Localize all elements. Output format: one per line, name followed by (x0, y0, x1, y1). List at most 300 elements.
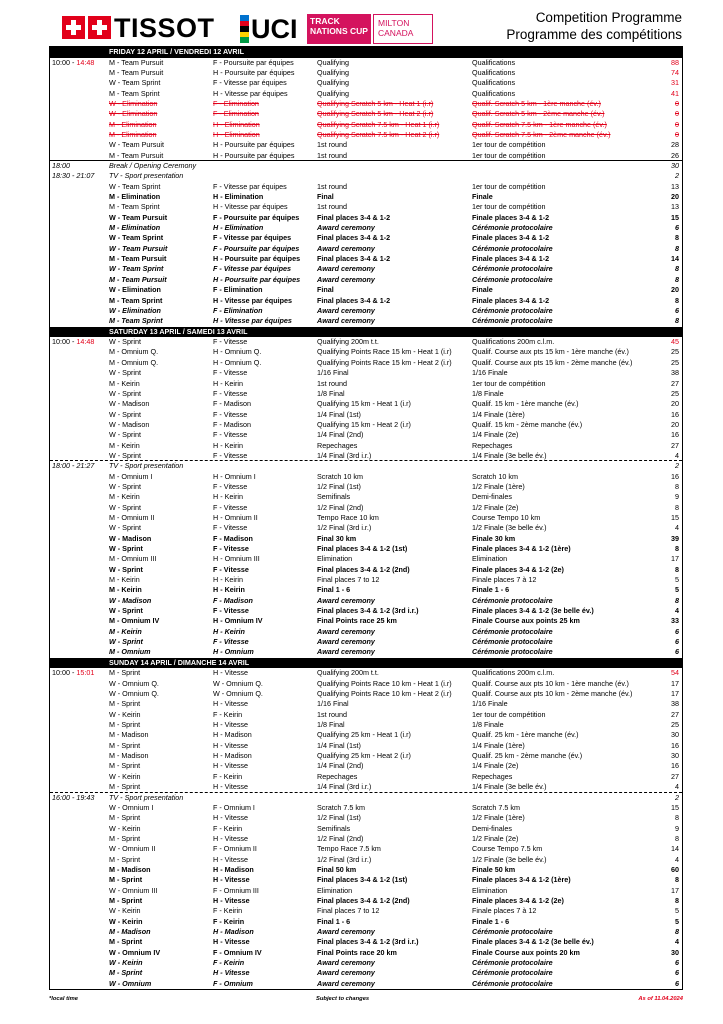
event-name-fr: F - Poursuite par équipes (213, 212, 300, 222)
round-fr: Qualifications 200m c.l.m. (472, 668, 555, 678)
event-name-fr: W - Omnium Q. (213, 678, 263, 688)
round-fr: Scratch 10 km (472, 471, 518, 481)
event-name: W - Sprint (109, 502, 141, 512)
round-en: Elimination (317, 554, 353, 564)
event-name: W - Keirin (109, 916, 143, 926)
round-fr: 1/4 Finale (3e belle év.) (472, 450, 547, 460)
event-name: W - Omnium III (109, 885, 158, 895)
event-name-fr: F - Elimination (213, 285, 263, 295)
event-name-fr: F - Omnium III (213, 885, 259, 895)
programme-row (50, 710, 682, 720)
duration: 6 (675, 958, 679, 967)
round-fr: Cérémonie protocolaire (472, 958, 553, 967)
round-en: Final places 3-4 & 1-2 (317, 212, 391, 222)
event-name-fr: W - Omnium Q. (213, 689, 263, 699)
event-name: M - Elimination (109, 130, 157, 139)
round-fr: 1/2 Finale (3e belle év.) (472, 854, 547, 864)
round-en: Qualifying Points Race 10 km - Heat 2 (i.r) (317, 689, 452, 699)
round-fr: Cérémonie protocolaire (472, 264, 553, 274)
programme-row (50, 151, 682, 161)
duration: 13 (671, 202, 679, 212)
event-name: M - Team Pursuit (109, 274, 167, 284)
event-name-fr: F - Keirin (213, 709, 243, 719)
round-en: 1/16 Final (317, 368, 349, 378)
event-name: M - Omnium IV (109, 616, 160, 626)
programme-row (50, 78, 682, 88)
session-time (52, 337, 94, 347)
programme-row (50, 171, 682, 181)
round-fr: 1/4 Finale (1ère) (472, 740, 525, 750)
event-name: M - Team Sprint (109, 202, 160, 212)
duration: 25 (671, 347, 679, 357)
round-fr: Finale places 3-4 & 1-2 (2e) (472, 564, 564, 574)
event-name-fr: H - Omnium (213, 647, 254, 657)
programme-row (50, 979, 682, 989)
duration: 4 (675, 937, 679, 947)
programme-row (50, 316, 682, 326)
event-name: M - Sprint (109, 668, 141, 678)
duration: 15 (671, 802, 679, 812)
session-start: 10:00 - (52, 668, 77, 678)
programme-row (50, 347, 682, 357)
event-name: W - Sprint (109, 430, 141, 440)
programme-row (50, 358, 682, 368)
session-time (52, 171, 94, 181)
event-name-fr: H - Vitesse par équipes (213, 295, 292, 305)
event-name-fr: H - Keirin (213, 626, 245, 636)
round-en: 1st round (317, 181, 347, 191)
programme-row (50, 451, 682, 461)
duration: 14 (671, 254, 679, 264)
round-en: Qualifying Scratch 7.5 km - Heat 2 (i.r) (317, 130, 440, 139)
event-name-fr: H - Vitesse (213, 895, 250, 905)
programme-row (50, 782, 682, 792)
event-name-fr: H - Keirin (213, 440, 243, 450)
event-name: M - Sprint (109, 740, 141, 750)
event-name-fr: F - Poursuite par équipes (213, 243, 300, 253)
event-name-fr: H - Omnium II (213, 512, 258, 522)
duration: 4 (675, 782, 679, 792)
round-en: Repechages (317, 771, 358, 781)
event-name: M - Team Pursuit (109, 57, 164, 67)
event-name: M - Sprint (109, 968, 143, 978)
round-en: Final places 7 to 12 (317, 575, 380, 585)
event-name: M - Sprint (109, 854, 141, 864)
round-en: Qualifying 15 km - Heat 1 (i.r) (317, 399, 411, 409)
event-name: M - Madison (109, 730, 149, 740)
round-en: 1/8 Final (317, 720, 345, 730)
programme-row (50, 886, 682, 896)
event-name: M - Keirin (109, 585, 142, 595)
round-fr: Cérémonie protocolaire (472, 626, 553, 636)
round-en: Final places 3-4 & 1-2 (317, 295, 391, 305)
event-name-fr: H - Vitesse (213, 968, 250, 978)
event-name-fr: F - Keirin (213, 906, 243, 916)
programme-row (50, 534, 682, 544)
round-en: Final places 3-4 & 1-2 (1st) (317, 875, 408, 885)
event-name: W - Sprint (109, 481, 141, 491)
event-name: W - Sprint (109, 368, 141, 378)
programme-row (50, 927, 682, 937)
round-en: 1st round (317, 378, 347, 388)
header (0, 0, 723, 46)
round-fr: Cérémonie protocolaire (472, 595, 553, 605)
event-name-fr: H - Vitesse (213, 740, 249, 750)
event-name-fr: H - Madison (213, 864, 254, 874)
duration: 9 (675, 492, 679, 502)
programme-row (50, 948, 682, 958)
event-name-fr: F - Omnium (213, 978, 253, 988)
programme-row (50, 503, 682, 513)
round-fr: Cérémonie protocolaire (472, 637, 553, 647)
round-fr: Cérémonie protocolaire (472, 243, 553, 253)
programme-row (50, 565, 682, 575)
programme-row (50, 824, 682, 834)
programme-row (50, 544, 682, 554)
event-name-fr: H - Vitesse (213, 782, 249, 792)
event-name: W - Omnium Q. (109, 689, 159, 699)
round-fr: Qualif. 25 km - 2ème manche (év.) (472, 751, 583, 761)
session-time (52, 58, 94, 68)
duration: 4 (675, 450, 679, 460)
round-fr: Finale places 3-4 & 1-2 (472, 233, 550, 243)
programme-row (50, 596, 682, 606)
round-fr: Finale Course aux points 20 km (472, 947, 580, 957)
programme-table (49, 46, 683, 990)
event-name-fr: F - Vitesse (213, 337, 248, 347)
duration: 16 (671, 761, 679, 771)
duration: 30 (671, 161, 679, 171)
round-fr: 1/8 Finale (472, 720, 504, 730)
round-fr: Qualif. Course aux pts 15 km - 1ère manche (év.) (472, 347, 629, 357)
venue-badge (373, 14, 433, 44)
duration: 5 (675, 906, 679, 916)
event-name: M - Sprint (109, 813, 141, 823)
session-time (52, 461, 94, 471)
round-fr: 1er tour de compétition (472, 140, 546, 150)
session-end: 14:48 (76, 57, 95, 67)
event-name: M - Keirin (109, 378, 140, 388)
track-line2: NATIONS CUP (310, 26, 368, 36)
duration: 27 (671, 440, 679, 450)
round-fr: 1/2 Finale (1ère) (472, 813, 525, 823)
event-name-fr: H - Poursuite par équipes (213, 140, 295, 150)
round-en: Award ceremony (317, 647, 375, 657)
event-name-fr: F - Keirin (213, 958, 245, 967)
event-name: M - Omnium Q. (109, 347, 159, 357)
day-title: SATURDAY 13 APRIL / SAMEDI 13 AVRIL (109, 326, 248, 336)
event-name: TV - Sport presentation (109, 461, 184, 471)
duration: 38 (671, 368, 679, 378)
event-name: W - Madison (109, 595, 152, 605)
round-fr: 1er tour de compétition (472, 709, 546, 719)
duration: 4 (675, 854, 679, 864)
event-name: W - Keirin (109, 906, 141, 916)
programme-row (50, 130, 682, 140)
round-fr: Cérémonie protocolaire (472, 305, 553, 315)
duration: 5 (675, 916, 679, 926)
event-name: W - Keirin (109, 823, 141, 833)
round-fr: Course Tempo 10 km (472, 512, 541, 522)
venue-line1: MILTON (378, 18, 410, 28)
duration: 25 (671, 357, 679, 367)
round-fr: Cérémonie protocolaire (472, 223, 553, 233)
event-name-fr: H - Vitesse par équipes (213, 316, 292, 326)
round-fr: Cérémonie protocolaire (472, 647, 553, 657)
round-en: 1/4 Final (3rd i.r.) (317, 450, 372, 460)
session-end: 14:48 (76, 337, 95, 347)
event-name-fr: F - Omnium IV (213, 947, 262, 957)
duration: 8 (675, 274, 679, 284)
programme-row (50, 751, 682, 761)
round-fr: Qualif. Scratch 5 km - 2ème manche (év.) (472, 109, 605, 119)
duration: 20 (671, 285, 679, 295)
round-fr: Qualif. 25 km - 1ère manche (év.) (472, 730, 579, 740)
round-fr: Finale places 7 à 12 (472, 906, 537, 916)
duration: 6 (675, 978, 679, 988)
round-fr: Demi-finales (472, 823, 512, 833)
round-en: 1/2 Final (1st) (317, 813, 361, 823)
round-fr: Cérémonie protocolaire (472, 968, 553, 978)
event-name: TV - Sport presentation (109, 171, 184, 181)
round-fr: Demi-finales (472, 492, 512, 502)
event-name: W - Keirin (109, 958, 143, 967)
round-fr: 1/4 Finale (3e belle év.) (472, 782, 547, 792)
programme-row (50, 264, 682, 274)
round-fr: Qualifications (472, 57, 516, 67)
duration: 8 (675, 926, 679, 936)
duration: 8 (675, 595, 679, 605)
event-name: M - Team Pursuit (109, 150, 164, 160)
event-name: M - Elimination (109, 223, 161, 233)
round-fr: Qualif. Scratch 5 km - 1ère manche (év.) (472, 98, 601, 108)
event-name-fr: F - Elimination (213, 98, 259, 108)
programme-row (50, 679, 682, 689)
session-start: 18:00 - 21:27 (52, 461, 95, 471)
event-name: M - Omnium (109, 647, 151, 657)
event-name: M - Sprint (109, 720, 141, 730)
event-name: W - Sprint (109, 388, 141, 398)
event-name-fr: H - Madison (213, 751, 252, 761)
duration: 4 (675, 606, 679, 616)
programme-row (50, 99, 682, 109)
programme-row (50, 89, 682, 99)
duration: 30 (671, 751, 679, 761)
programme-row (50, 627, 682, 637)
programme-row (50, 647, 682, 657)
round-en: Qualifying (317, 88, 349, 98)
event-name: W - Sprint (109, 450, 141, 460)
programme-row (50, 368, 682, 378)
duration: 54 (671, 668, 679, 678)
round-en: 1/8 Final (317, 388, 345, 398)
uci-text: UCI (251, 14, 298, 44)
programme-row (50, 161, 682, 171)
round-en: Award ceremony (317, 637, 375, 647)
duration: 33 (671, 616, 679, 626)
event-name-fr: H - Elimination (213, 223, 264, 233)
round-fr: 1/2 Finale (2e) (472, 502, 519, 512)
round-en: 1st round (317, 709, 347, 719)
duration: 14 (671, 844, 679, 854)
event-name-fr: F - Vitesse (213, 606, 249, 616)
round-fr: 1/4 Finale (1ère) (472, 409, 525, 419)
programme-row (50, 793, 682, 803)
round-en: Final 1 - 6 (317, 916, 351, 926)
event-name: W - Team Sprint (109, 264, 164, 274)
round-fr: Qualif. Course aux pts 10 km - 2ème manche (év.) (472, 689, 633, 699)
duration: 27 (671, 709, 679, 719)
duration: 28 (671, 140, 679, 150)
duration: 8 (675, 316, 679, 326)
round-en: 1/2 Final (2nd) (317, 502, 364, 512)
event-name: W - Team Sprint (109, 78, 161, 88)
duration: 6 (675, 626, 679, 636)
event-name-fr: H - Poursuite par équipes (213, 150, 295, 160)
programme-row (50, 668, 682, 678)
duration: 0 (675, 98, 679, 108)
event-name-fr: F - Vitesse par équipes (213, 264, 292, 274)
event-name-fr: H - Keirin (213, 378, 243, 388)
round-en: Award ceremony (317, 243, 375, 253)
round-fr: Qualif. Course aux pts 15 km - 2ème manche (év.) (472, 357, 633, 367)
duration: 8 (675, 243, 679, 253)
duration: 8 (675, 813, 679, 823)
programme-row (50, 968, 682, 978)
event-name: W - Sprint (109, 337, 141, 347)
programme-row (50, 492, 682, 502)
event-name-fr: H - Omnium I (213, 471, 256, 481)
event-name: TV - Sport presentation (109, 792, 184, 802)
programme-row (50, 420, 682, 430)
duration: 13 (671, 181, 679, 191)
event-name-fr: H - Poursuite par équipes (213, 274, 301, 284)
round-en: 1/4 Final (2nd) (317, 761, 364, 771)
event-name: M - Madison (109, 926, 151, 936)
page-title-en: Competition Programme (535, 10, 682, 25)
duration: 8 (675, 833, 679, 843)
programme-row (50, 855, 682, 865)
duration: 20 (671, 419, 679, 429)
round-fr: 1/4 Finale (2e) (472, 430, 519, 440)
round-en: Tempo Race 10 km (317, 512, 379, 522)
day-header (50, 658, 682, 669)
event-name-fr: F - Vitesse (213, 564, 249, 574)
round-en: Award ceremony (317, 264, 375, 274)
programme-row (50, 720, 682, 730)
event-name: M - Sprint (109, 895, 143, 905)
programme-row (50, 917, 682, 927)
event-name: M - Sprint (109, 875, 143, 885)
round-fr: 1er tour de compétition (472, 378, 546, 388)
round-en: Final (317, 285, 334, 295)
event-name-fr: F - Poursuite par équipes (213, 57, 294, 67)
round-fr: Finale Course aux points 25 km (472, 616, 580, 626)
round-en: 1/2 Final (3rd i.r.) (317, 523, 372, 533)
programme-row (50, 772, 682, 782)
event-name: M - Sprint (109, 699, 141, 709)
round-en: 1/2 Final (1st) (317, 481, 361, 491)
round-en: Award ceremony (317, 978, 375, 988)
event-name: W - Sprint (109, 523, 141, 533)
round-fr: 1/8 Finale (472, 388, 504, 398)
round-en: Final places 3-4 & 1-2 (3rd i.r.) (317, 937, 419, 947)
event-name-fr: H - Madison (213, 730, 252, 740)
event-name: W - Madison (109, 533, 152, 543)
event-name: M - Team Sprint (109, 295, 163, 305)
event-name-fr: H - Elimination (213, 119, 260, 129)
event-name-fr: H - Vitesse par équipes (213, 202, 288, 212)
event-name-fr: H - Madison (213, 926, 254, 936)
programme-row (50, 285, 682, 295)
round-fr: Finale places 3-4 & 1-2 (1ère) (472, 875, 571, 885)
round-en: 1/4 Final (3rd i.r.) (317, 782, 372, 792)
event-name-fr: F - Madison (213, 399, 251, 409)
event-name: Break / Opening Ceremony (109, 161, 197, 171)
event-name: W - Keirin (109, 709, 141, 719)
event-name: M - Keirin (109, 626, 142, 636)
round-en: Final 30 km (317, 533, 357, 543)
session-time (52, 668, 94, 678)
round-en: Semifinals (317, 492, 351, 502)
programme-row (50, 937, 682, 947)
round-fr: 1/16 Finale (472, 368, 508, 378)
event-name: M - Madison (109, 864, 151, 874)
programme-row (50, 213, 682, 223)
round-en: 1/2 Final (2nd) (317, 833, 364, 843)
duration: 17 (671, 678, 679, 688)
event-name: M - Omnium Q. (109, 357, 159, 367)
round-en: Qualifying 200m t.t. (317, 337, 379, 347)
round-fr: Qualif. Scratch 7.5 km - 2ème manche (év.) (472, 130, 611, 139)
round-en: Tempo Race 7.5 km (317, 844, 381, 854)
duration: 2 (675, 461, 679, 471)
event-name: M - Omnium III (109, 554, 157, 564)
event-name-fr: H - Keirin (213, 585, 245, 595)
event-name-fr: H - Vitesse par équipes (213, 88, 288, 98)
round-en: Award ceremony (317, 958, 375, 967)
duration: 5 (675, 575, 679, 585)
round-fr: Finale places 3-4 & 1-2 (472, 212, 550, 222)
round-fr: Elimination (472, 885, 508, 895)
programme-row (50, 223, 682, 233)
round-fr: Qualif. Scratch 7.5 km - 1ère manche (év.) (472, 119, 607, 129)
programme-row (50, 430, 682, 440)
session-start: 18:30 - 21:07 (52, 171, 95, 181)
event-name-fr: F - Vitesse (213, 502, 248, 512)
round-fr: Qualifications 200m c.l.m. (472, 337, 555, 347)
programme-row (50, 958, 682, 968)
round-en: Final places 3-4 & 1-2 (2nd) (317, 895, 410, 905)
programme-row (50, 58, 682, 68)
event-name: W - Sprint (109, 409, 141, 419)
event-name: M - Omnium II (109, 512, 155, 522)
day-header (50, 327, 682, 338)
programme-row (50, 472, 682, 482)
duration: 16 (671, 409, 679, 419)
day-title: FRIDAY 12 APRIL / VENDREDI 12 AVRIL (109, 47, 244, 56)
footer-note: *local time (49, 996, 78, 1002)
round-fr: Cérémonie protocolaire (472, 274, 553, 284)
round-en: Repechages (317, 440, 358, 450)
event-name-fr: F - Keirin (213, 916, 245, 926)
event-name-fr: F - Madison (213, 595, 253, 605)
duration: 6 (675, 647, 679, 657)
round-fr: 1/2 Finale (3e belle év.) (472, 523, 547, 533)
round-en: Award ceremony (317, 223, 375, 233)
event-name-fr: F - Vitesse par équipes (213, 78, 287, 88)
round-en: Final places 3-4 & 1-2 (317, 254, 391, 264)
